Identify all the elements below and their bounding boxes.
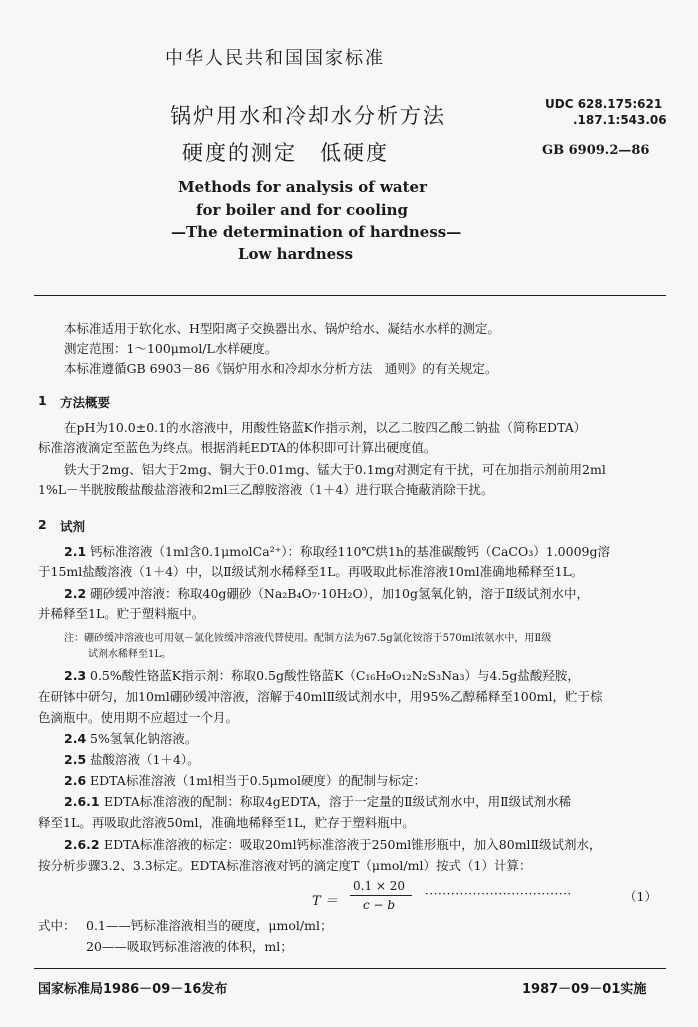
item-2-6-1-line1: EDTA标准溶液的配制：称取4gEDTA，溶于一定量的Ⅱ级试剂水中，用Ⅱ级试剂水稀: [104, 794, 572, 809]
footer-issued: 国家标准局1986－09－16发布: [38, 982, 228, 997]
formula-equation-number: （1）: [624, 889, 657, 904]
formula-leader-dots: ··································: [425, 887, 572, 901]
item-2-4-number: 2.4: [64, 731, 87, 746]
section-1-p1-line2: 标准溶液滴定至蓝色为终点。根据消耗EDTA的体积即可计算出硬度值。: [38, 440, 437, 455]
formula-fraction-bar: [350, 895, 412, 896]
udc-code-line1: UDC 628.175:621: [545, 97, 663, 111]
section-1-p1-line1: 在pH为10.0±0.1的水溶液中，用酸性铬蓝K作指示剂，以乙二胺四乙酸二钠盐（简称EDTA）: [64, 420, 587, 435]
where-label: 式中：: [38, 918, 76, 933]
item-2-6-number: 2.6: [64, 773, 87, 788]
item-2-1-line1: 钙标准溶液（1ml含0.1μmolCa²⁺）：称取经110℃烘1h的基准碳酸钙（CaCO₃）1.0009g溶: [90, 544, 610, 559]
item-2-5-text: 盐酸溶液（1＋4）。: [90, 752, 200, 767]
title-cn-line1: 锅炉用水和冷却水分析方法: [170, 104, 446, 128]
where-line1: 0.1——钙标准溶液相当的硬度，μmol/ml；: [86, 918, 333, 933]
item-2-1-line2: 于15ml盐酸溶液（1＋4）中，以Ⅱ级试剂水稀释至1L。再吸取此标准溶液10ml准确地稀释至1L。: [38, 564, 584, 579]
item-2-3-number: 2.3: [64, 668, 87, 683]
footer-effective: 1987－09－01实施: [522, 982, 647, 997]
item-2-1-number: 2.1: [64, 544, 87, 559]
item-2-5-number: 2.5: [64, 752, 87, 767]
section-1-heading: 方法概要: [60, 395, 111, 410]
item-2-6-2-line2: 按分析步骤3.2、3.3标定。EDTA标准溶液对钙的滴定度T（μmol/ml）按式（1）计算：: [38, 858, 532, 873]
header-divider: [34, 295, 666, 296]
gb-code: GB 6909.2—86: [542, 143, 650, 158]
title-en-line2: for boiler and for cooling: [196, 201, 408, 219]
item-2-2-number: 2.2: [64, 586, 87, 601]
intro-paragraph-3: 本标准遵循GB 6903－86《锅炉用水和冷却水分析方法 通则》的有关规定。: [64, 361, 498, 376]
section-2-number: 2: [38, 517, 47, 532]
formula-denominator: c − b: [363, 898, 396, 912]
item-2-4-text: 5%氢氧化钠溶液。: [90, 731, 198, 746]
section-1-number: 1: [38, 393, 47, 408]
item-2-3-line3: 色滴瓶中。使用期不应超过一个月。: [38, 710, 239, 725]
section-1-p2-line2: 1%L－半胱胺酸盐酸盐溶液和2ml三乙醇胺溶液（1＋4）进行联合掩蔽消除干扰。: [38, 482, 494, 497]
where-line2: 20——吸取钙标准溶液的体积，ml；: [86, 939, 293, 954]
footer-divider: [34, 968, 666, 969]
item-2-6-2-line1: EDTA标准溶液的标定：吸取20ml钙标准溶液于250ml锥形瓶中，加入80mlⅡ级试剂水，: [104, 837, 602, 852]
note-line1: 注：硼砂缓冲溶液也可用氨－氯化铵缓冲溶液代替使用。配制方法为67.5g氯化铵溶于570ml浓氨水中，用Ⅱ级: [64, 633, 552, 644]
item-2-6-2-number: 2.6.2: [64, 837, 100, 852]
item-2-3-line1: 0.5%酸性铬蓝K指示剂：称取0.5g酸性铬蓝K（C₁₆H₉O₁₂N₂S₃Na₃）与4.5g盐酸羟胺，: [90, 668, 580, 683]
intro-paragraph-2: 测定范围：1～100μmol/L水样硬度。: [64, 341, 278, 356]
section-1-p2-line1: 铁大于2mg、铝大于2mg、铜大于0.01mg、锰大于0.1mg对测定有干扰，可在加指示剂前用2ml: [64, 462, 606, 477]
item-2-2-line1: 硼砂缓冲溶液：称取40g硼砂（Na₂B₄O₇·10H₂O），加10g氢氧化钠，溶于Ⅱ级试剂水中，: [90, 586, 589, 601]
title-en-line4: Low hardness: [238, 245, 354, 263]
note-line2: 试剂水稀释至1L。: [88, 649, 172, 660]
intro-paragraph-1: 本标准适用于软化水、H型阳离子交换器出水、锅炉给水、凝结水水样的测定。: [64, 321, 500, 336]
country-standard-heading: 中华人民共和国国家标准: [165, 48, 385, 69]
title-en-line1: Methods for analysis of water: [178, 178, 427, 196]
formula-lhs: T ＝: [312, 894, 338, 909]
item-2-6-1-number: 2.6.1: [64, 794, 100, 809]
section-2-heading: 试剂: [60, 519, 86, 534]
item-2-6-text: EDTA标准溶液（1ml相当于0.5μmol硬度）的配制与标定：: [90, 773, 427, 788]
formula-numerator: 0.1 × 20: [353, 879, 406, 893]
title-cn-line2: 硬度的测定 低硬度: [182, 141, 389, 165]
item-2-3-line2: 在研钵中研匀，加10ml硼砂缓冲溶液，溶解于40mlⅡ级试剂水中，用95%乙醇稀释至100ml，贮于棕: [38, 689, 603, 704]
title-en-line3: —The determination of hardness—: [171, 223, 462, 241]
item-2-2-line2: 并稀释至1L。贮于塑料瓶中。: [38, 606, 205, 621]
item-2-6-1-line2: 释至1L。再吸取此溶液50ml，准确地稀释至1L，贮存于塑料瓶中。: [38, 815, 415, 830]
udc-code-line2: .187.1:543.06: [573, 113, 667, 127]
